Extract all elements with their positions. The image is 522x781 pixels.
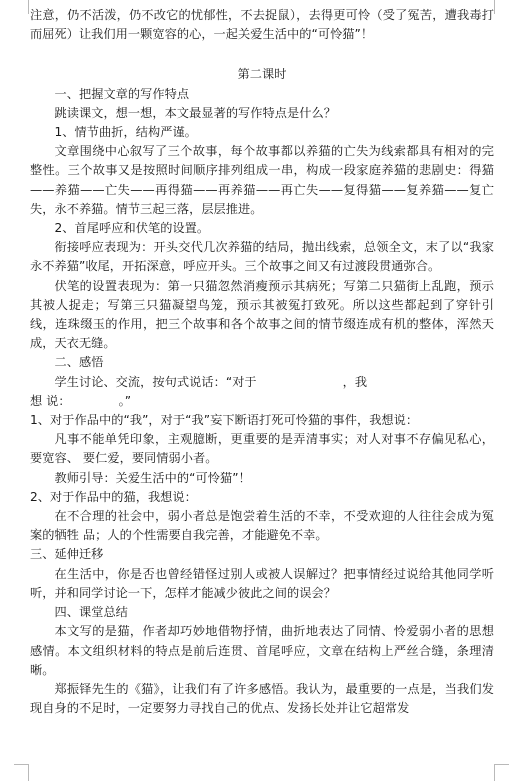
paragraph-question: 跳读课文，想一想，本文最显著的写作特点是什么？ xyxy=(54,105,336,120)
item-about-narrator: 1、对于作品中的“我”，对于“我”妄下断语打死可怜猫的事件，我想说： xyxy=(30,413,419,428)
crop-mark-top-right xyxy=(494,0,509,14)
heading-writing-features: 一、把握文章的写作特点 xyxy=(54,86,190,101)
paragraph-foreshadowing: 伏笔的设置表现为：第一只猫忽然消瘦预示其病死；写第二只猫街上乱跑，预示其被人捉走；写第三只猫凝望鸟笼，预示其被冤打致死。所以这些都起到了穿针引线，连珠缀玉的作用，把三个故事和各个故事之间的情节缀连成有机的整体，浑然天成，天衣无缝。 xyxy=(30,278,494,351)
sentence-pattern-say: 想 说： xyxy=(30,393,71,408)
paragraph-sentence-pattern-end xyxy=(30,392,494,411)
section-title-second-lesson: 第二课时 xyxy=(237,67,287,82)
paragraph-teacher-guide: 教师引导：关爱生活中的“可怜猫”！ xyxy=(54,470,251,485)
paragraph-echo: 衔接呼应表现为：开头交代几次养猫的结局，抛出线索，总领全文，末了以“我家永不养猫”收尾，开拓深意，呼应开头。三个故事之间又有过渡段贯通弥合。 xyxy=(30,240,494,274)
paragraph-cat-view: 在不合理的社会中，弱小者总是饱尝着生活的不幸，不受欢迎的人往往会成为冤案的牺牲 品；人的个性需要自我完善，才能避免不幸。 xyxy=(30,509,494,543)
paragraph-intro-continuation: 注意，仍不活泼，仍不改它的忧郁性，不去捉鼠），去得更可怜（受了冤苦，遭我毒打而屈死）让我们用一颗宽容的心，一起关爱生活中的“可怜猫”！ xyxy=(30,8,494,42)
paragraph-closing: 郑振铎先生的《猫》，让我们有了许多感悟。我认为，最重要的一点是，当我们发现自身的不足时，一定要努力寻找自己的优点、发扬长处并让它超常发 xyxy=(30,681,494,716)
heading-reflection: 二、感悟 xyxy=(54,355,104,370)
heading-extension: 三、延伸迁移 xyxy=(30,547,104,562)
paragraph-extension: 在生活中，你是否也曾经错怪过别人或被人误解过？把事情经过说给其他同学听听，并和同学讨论一下，怎样才能减少彼此之间的误会？ xyxy=(30,566,494,600)
subheading-foreshadowing: 2、首尾呼应和伏笔的设置。 xyxy=(54,221,210,236)
crop-mark-bottom-right xyxy=(494,764,509,781)
crop-mark-bottom-left xyxy=(14,764,29,781)
sentence-pattern-start: 学生讨论、交流，按句式说话：“对于 xyxy=(54,374,257,389)
paragraph-plot: 文章围绕中心叙写了三个故事，每个故事都以养猫的亡失为线索都具有相对的完整性。三个故事又是按照时间顺序排列组成一串，构成一段家庭养猫的悲剧史：得猫——养猫——亡失——再得猫——再养猫——再亡失——复得猫——复养猫——复亡失，永不养猫。情节三起三落，层层推进。 xyxy=(30,144,494,216)
heading-summary: 四、课堂总结 xyxy=(54,605,128,620)
sentence-pattern-mid: ，我 xyxy=(342,374,368,389)
item-about-cat: 2、对于作品中的猫，我想说： xyxy=(30,489,197,504)
sentence-pattern-close: 。” xyxy=(118,393,132,408)
paragraph-summary: 本文写的是猫，作者却巧妙地借物抒情，曲折地表达了同情、怜爱弱小者的思想感情。本文组织材料的特点是前后连贯、首尾呼应，文章在结构上严丝合缝，条理清晰。 xyxy=(30,624,494,677)
subheading-plot: 1、情节曲折，结构严谨。 xyxy=(54,125,197,140)
crop-mark-top-left xyxy=(14,0,29,14)
paragraph-sentence-pattern xyxy=(30,373,494,392)
document-body xyxy=(30,6,494,718)
paragraph-narrator-view: 凡事不能单凭印象，主观臆断，更重要的是弄清事实；对人对事不存偏见私心，要宽容、 要仁爱，要同情弱小者。 xyxy=(30,432,494,466)
